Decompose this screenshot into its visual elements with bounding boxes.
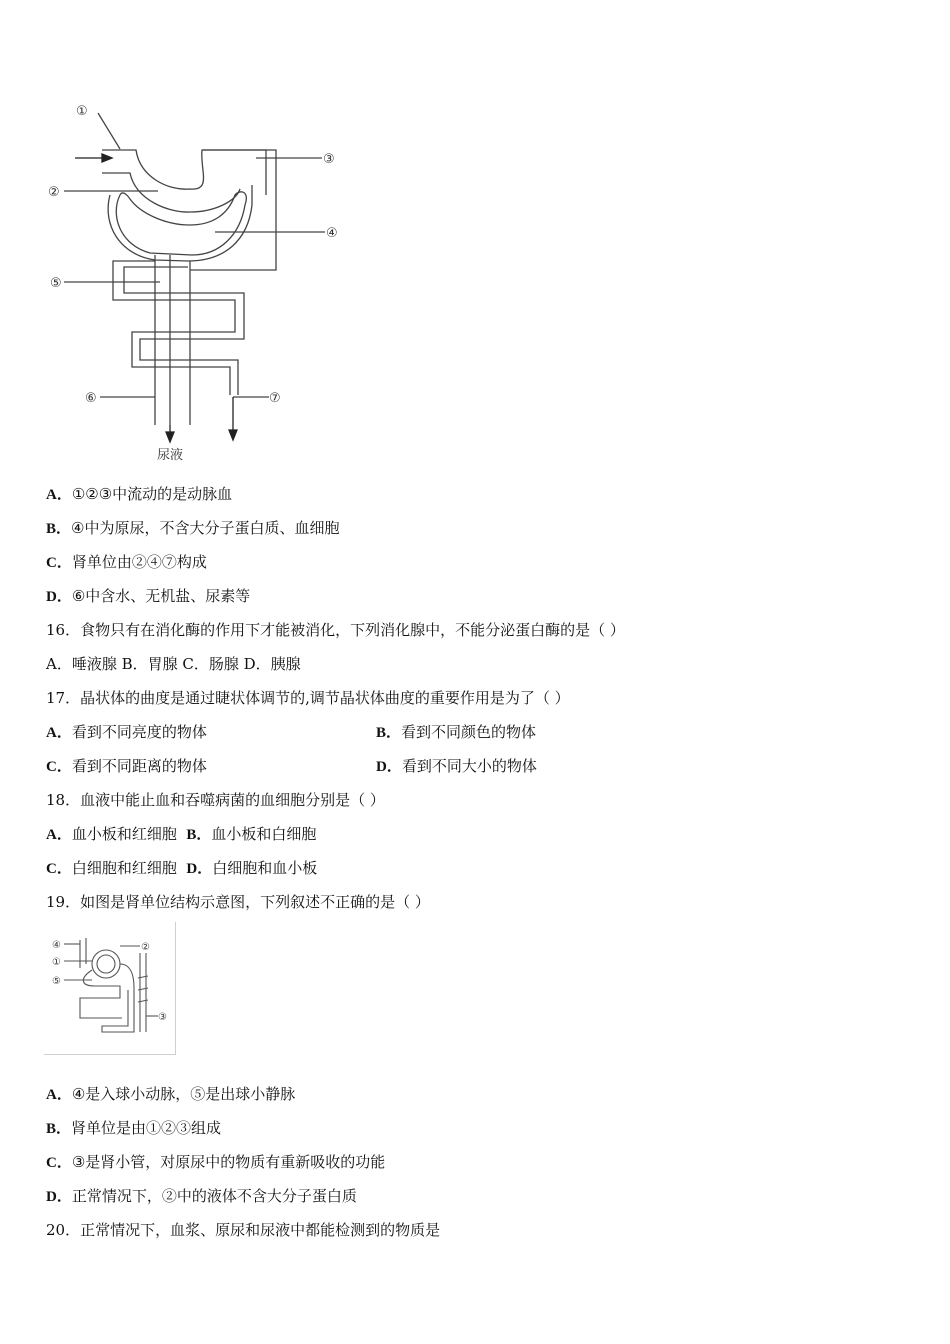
q17-option-a: A．看到不同亮度的物体 — [46, 723, 207, 741]
capsule-cup — [116, 192, 246, 255]
q16-stem: 16．食物只有在消化酶的作用下才能被消化，下列消化腺中，不能分泌蛋白酶的是（ ） — [46, 621, 625, 639]
tubule — [113, 261, 235, 395]
q19-fig-label-4: ④ — [52, 940, 61, 951]
q17-option-b: B．看到不同颜色的物体 — [376, 723, 537, 741]
q17-stem: 17．晶状体的曲度是通过睫状体调节的,调节晶状体曲度的重要作用是为了（ ） — [46, 689, 570, 707]
q19-fig-label-3: ③ — [158, 1012, 167, 1023]
q19-option-b: B．肾单位是由①②③组成 — [46, 1119, 222, 1137]
q18-options-row1: A．血小板和红细胞 B．血小板和白细胞 — [46, 825, 317, 843]
q19-fig-label-5: ⑤ — [52, 976, 61, 987]
urine-label: 尿液 — [157, 448, 184, 463]
q19-nephron-diagram — [50, 928, 175, 1053]
q15-option-a: A．①②③中流动的是动脉血 — [46, 485, 233, 503]
tubule-inner — [124, 267, 244, 395]
q17-options-row1 — [46, 722, 606, 743]
q15-option-c: C．肾单位由②④⑦构成 — [46, 553, 207, 571]
q19-fig-label-2: ② — [141, 942, 150, 953]
fig1-label-5: ⑤ — [50, 276, 62, 291]
nephron-diagram — [40, 95, 360, 470]
q19-stem: 19．如图是肾单位结构示意图，下列叙述不正确的是（ ） — [46, 893, 430, 911]
fig1-label-2: ② — [48, 185, 60, 200]
q17-option-c: C．看到不同距离的物体 — [46, 757, 207, 775]
q15-option-d: D．⑥中含水、无机盐、尿素等 — [46, 587, 251, 605]
fig1-label-6: ⑥ — [85, 391, 97, 406]
fig1-label-3: ③ — [323, 152, 335, 167]
q19-option-a: A．④是入球小动脉，⑤是出球小静脉 — [46, 1085, 296, 1103]
q19-option-d: D．正常情况下，②中的液体不含大分子蛋白质 — [46, 1187, 357, 1205]
q19-fig-label-1: ① — [52, 957, 61, 968]
fig1-label-7: ⑦ — [269, 391, 281, 406]
q17-option-d: D．看到不同大小的物体 — [376, 757, 537, 775]
fig1-label-4: ④ — [326, 226, 338, 241]
q20-stem: 20．正常情况下，血浆、原尿和尿液中都能检测到的物质是 — [46, 1221, 441, 1239]
q16-options: A．唾液腺 B．胃腺 C．肠腺 D．胰腺 — [46, 655, 301, 673]
q18-options-row2: C．白细胞和红细胞 D．白细胞和血小板 — [46, 859, 318, 877]
fig1-label-1: ① — [76, 104, 88, 119]
q19-option-c: C．③是肾小管，对原尿中的物质有重新吸收的功能 — [46, 1153, 386, 1171]
capsule-outer-wall — [108, 185, 252, 261]
q18-stem: 18．血液中能止血和吞噬病菌的血细胞分别是（ ） — [46, 791, 385, 809]
q15-option-b: B．④中为原尿，不含大分子蛋白质、血细胞 — [46, 519, 340, 537]
q17-options-row2 — [46, 756, 606, 777]
